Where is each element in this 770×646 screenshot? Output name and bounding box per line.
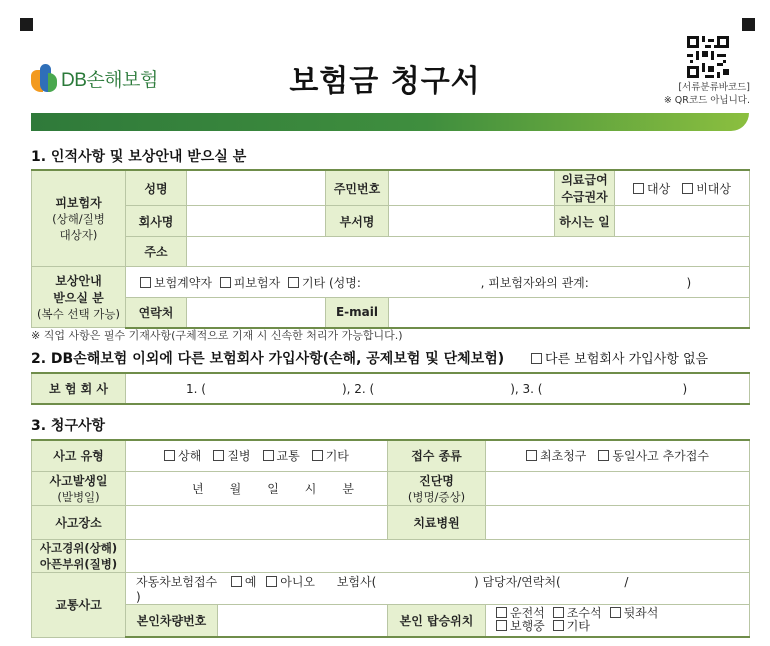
checkbox-icon[interactable]	[140, 277, 151, 288]
seat-driver[interactable]: 운전석	[496, 606, 545, 620]
header-band	[31, 113, 749, 131]
job-field[interactable]	[615, 206, 750, 237]
receipt-type-additional[interactable]: 동일사고 추가접수	[598, 449, 709, 463]
checkbox-icon[interactable]	[164, 450, 175, 461]
rrn-label: 주민번호	[326, 170, 389, 206]
name-field[interactable]	[187, 170, 326, 206]
vehicle-number-label: 본인차량번호	[126, 604, 218, 637]
checkbox-icon[interactable]	[682, 183, 693, 194]
checkbox-icon[interactable]	[553, 607, 564, 618]
auto-claim-label: 자동차보험접수	[136, 574, 218, 589]
medical-aid-options	[615, 170, 750, 206]
contact-label: 연락처	[126, 298, 187, 328]
traffic-accident-label: 교통사고	[32, 572, 126, 637]
job-note: ※ 직업 사항은 필수 기재사항(구체적으로 기재 시 신속한 처리가 가능합니다.)	[31, 329, 403, 342]
recipient-label: 보상안내 받으실 분 (복수 선택 가능)	[32, 267, 126, 328]
barcode-caption-line1: [서류분류바코드]	[678, 82, 750, 93]
accident-date-field[interactable]: 년 월 일 시 분	[126, 471, 388, 505]
receipt-type-first[interactable]: 최초청구	[526, 449, 586, 463]
accident-type-label: 사고 유형	[32, 440, 126, 471]
auto-claim-no[interactable]: 아니오	[266, 575, 315, 589]
medical-aid-label: 의료급여 수급권자	[555, 170, 615, 206]
close-paren: )	[686, 275, 692, 290]
section3-title: 3. 청구사항	[31, 418, 106, 434]
seat-rear[interactable]: 뒷좌석	[610, 606, 659, 620]
section2-table	[31, 372, 750, 405]
vehicle-number-field[interactable]	[218, 604, 388, 637]
section2-title: 2. DB손해보험 이외에 다른 보험회사 가입사항(손해, 공제보험 및 단체보험) 다른 보험회사 가입사항 없음	[31, 351, 709, 367]
diagnosis-field[interactable]	[486, 471, 750, 505]
accident-circumstance-label: 사고경위(상해) 아픈부위(질병)	[32, 539, 126, 572]
checkbox-icon[interactable]	[633, 183, 644, 194]
checkbox-icon[interactable]	[496, 620, 507, 631]
page-title: 보험금 청구서	[289, 64, 481, 99]
barcode-caption	[664, 81, 750, 107]
accident-place-label: 사고장소	[32, 505, 126, 539]
seat-position-options	[486, 604, 750, 637]
checkbox-icon[interactable]	[231, 576, 242, 587]
section1-title: 1. 인적사항 및 보상안내 받으실 분	[31, 149, 247, 165]
medical-aid-no-option[interactable]: 비대상	[682, 182, 731, 196]
dept-label: 부서명	[326, 206, 389, 237]
registration-mark-top-left	[20, 18, 33, 31]
seat-pedestrian[interactable]: 보행중	[496, 619, 545, 633]
auto-insurance-row: 자동차보험접수 예 아니오 보험사( ) 담당자/연락처( / )	[126, 572, 750, 604]
registration-mark-top-right	[742, 18, 755, 31]
barcode-icon	[687, 36, 729, 78]
address-label: 주소	[126, 237, 187, 267]
address-field[interactable]	[187, 237, 750, 267]
dept-field[interactable]	[389, 206, 555, 237]
accident-type-disease[interactable]: 질병	[213, 449, 250, 463]
seat-other[interactable]: 기타	[553, 619, 590, 633]
auto-insurer-text: 보험사(	[336, 574, 377, 589]
accident-place-field[interactable]	[126, 505, 388, 539]
accident-type-traffic[interactable]: 교통	[263, 449, 300, 463]
company-label: 회사명	[126, 206, 187, 237]
relation-text: , 피보험자와의 관계:	[480, 275, 589, 290]
insurer-label: 보 험 회 사	[32, 373, 126, 404]
name-label: 성명	[126, 170, 187, 206]
checkbox-icon[interactable]	[526, 450, 537, 461]
insured-label: 피보험자 (상해/질병 대상자)	[32, 170, 126, 267]
contact-field[interactable]	[187, 298, 326, 328]
checkbox-icon[interactable]	[263, 450, 274, 461]
recipient-other-option[interactable]: 기타 (성명:	[288, 276, 361, 290]
checkbox-icon[interactable]	[266, 576, 277, 587]
checkbox-icon[interactable]	[598, 450, 609, 461]
medical-aid-yes-option[interactable]: 대상	[633, 182, 670, 196]
hospital-field[interactable]	[486, 505, 750, 539]
checkbox-icon[interactable]	[220, 277, 231, 288]
accident-type-injury[interactable]: 상해	[164, 449, 201, 463]
company-field[interactable]	[187, 206, 326, 237]
accident-circumstance-field[interactable]	[126, 539, 750, 572]
other-insurers-field[interactable]: 1. ( ), 2. ( ), 3. ( )	[126, 373, 750, 404]
logo-text: DB손해보험	[61, 69, 158, 91]
receipt-type-options	[486, 440, 750, 471]
diagnosis-label: 진단명 (병명/증상)	[388, 471, 486, 505]
recipient-policyholder-option[interactable]: 보험계약자	[140, 276, 212, 290]
job-label: 하시는 일	[555, 206, 615, 237]
recipient-options	[126, 267, 750, 298]
checkbox-icon[interactable]	[288, 277, 299, 288]
checkbox-icon[interactable]	[496, 607, 507, 618]
handler-text: ) 담당자/연락처(	[473, 574, 561, 589]
checkbox-icon[interactable]	[610, 607, 621, 618]
seat-passenger[interactable]: 조수석	[553, 606, 602, 620]
section1-table	[31, 169, 750, 329]
no-other-insurer-option[interactable]: 다른 보험회사 가입사항 없음	[531, 352, 708, 367]
accident-type-other[interactable]: 기타	[312, 449, 349, 463]
rrn-field[interactable]	[389, 170, 555, 206]
section3-table	[31, 439, 750, 638]
accident-date-label: 사고발생일 (발병일)	[32, 471, 126, 505]
email-label: E-mail	[326, 298, 389, 328]
hospital-label: 치료병원	[388, 505, 486, 539]
email-field[interactable]	[389, 298, 750, 328]
accident-type-options	[126, 440, 388, 471]
auto-claim-yes[interactable]: 예	[231, 575, 257, 589]
recipient-insured-option[interactable]: 피보험자	[220, 276, 280, 290]
checkbox-icon[interactable]	[531, 353, 542, 364]
checkbox-icon[interactable]	[213, 450, 224, 461]
checkbox-icon[interactable]	[553, 620, 564, 631]
barcode-caption-line2: ※ QR코드 아닙니다.	[663, 95, 750, 106]
seat-position-label: 본인 탑승위치	[388, 604, 486, 637]
checkbox-icon[interactable]	[312, 450, 323, 461]
receipt-type-label: 접수 종류	[388, 440, 486, 471]
